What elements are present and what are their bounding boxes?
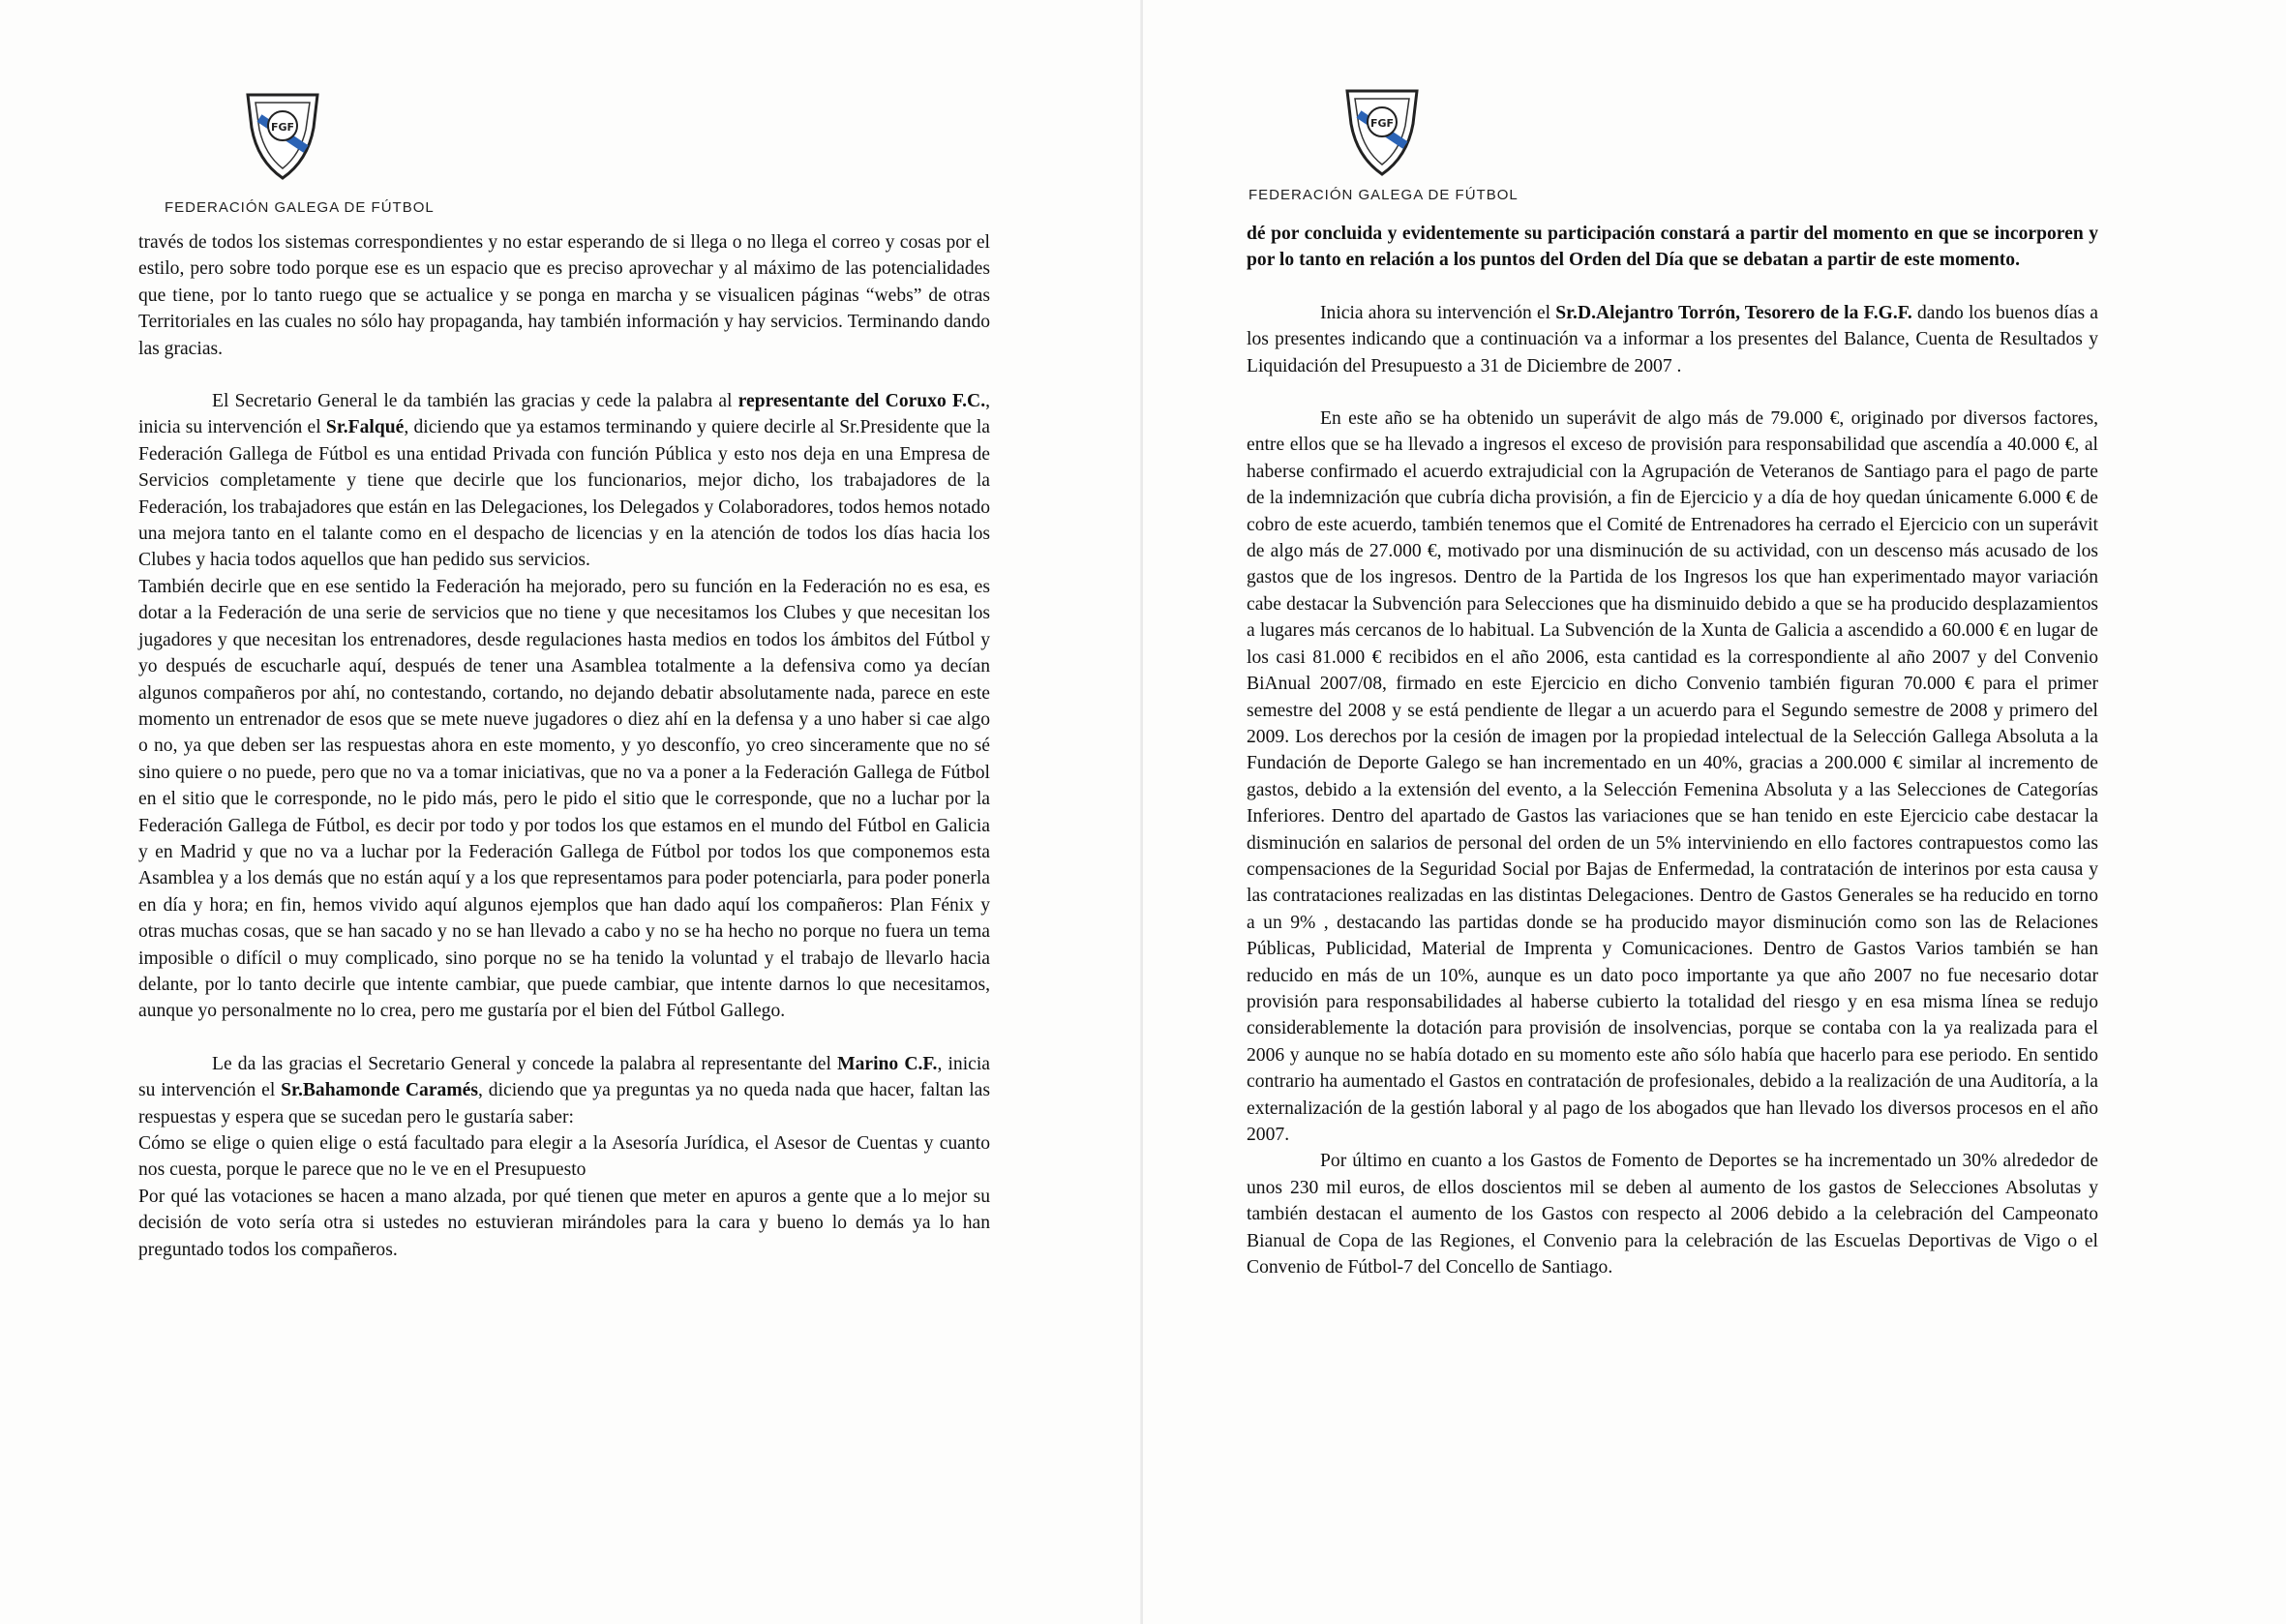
paragraph: través de todos los sistemas correspondientes y no estar esperando de si llega o no llega el correo y cosas por el estilo, pero sobre todo porque ese es un espacio que es preciso aprovechar y al máximo de las potencialidades que tiene, por lo tanto ruego que se actualice y se ponga en marcha y se visualicen páginas “webs” de otras Territoriales en las cuales no sólo hay propaganda, hay también información y hay servicios. Terminando dando las gracias. xyxy=(138,232,990,359)
fgf-crest-logo xyxy=(244,89,321,182)
paragraph: dé por concluida y evidentemente su participación constará a partir del momento en que se incorporen y por lo tanto en relación a los puntos del Orden del Día que se debatan a partir de este momento. xyxy=(1247,224,2098,271)
paragraph: Por qué las votaciones se hacen a mano alzada, por qué tienen que meter en apuros a gente que a lo mejor su decisión de voto sería otra si ustedes no estuvieran mirándoles para la cara y bueno lo demás ya lo han preguntado todos los compañeros. xyxy=(138,1186,990,1260)
federation-name: FEDERACIÓN GALEGA DE FÚTBOL xyxy=(165,199,435,216)
paragraph: Cómo se elige o quien elige o está facultado para elegir a la Asesoría Jurídica, el Asesor de Cuentas y cuanto nos cuesta, porque le parece que no le ve en el Presupuesto xyxy=(138,1133,990,1181)
paragraph: Por último en cuanto a los Gastos de Fomento de Deportes se ha incrementado un 30% alrededor de unos 230 mil euros, de ellos doscientos mil se deben al aumento de los gastos de Selecciones Absolutas y también destacan el aumento de los Gastos con respecto al 2006 debido a la celebración del Campeonato Bianual de Copa de las Regiones, el Convenio para la celebración de las Escuelas Deportivas de Vigo o el Convenio de Fútbol-7 del Concello de Santiago. xyxy=(1247,1151,2098,1278)
federation-name: FEDERACIÓN GALEGA DE FÚTBOL xyxy=(1248,187,1519,203)
left-page-body xyxy=(138,229,990,1263)
paragraph: El Secretario General le da también las gracias y cede la palabra al representante del Coruxo F.C., inicia su intervención el Sr.Falqué, diciendo que ya estamos terminando y quiere decirle al Sr.Presidente que la Federación Gallega de Fútbol es una entidad Privada con función Pública y esto nos deja en una Empresa de Servicios completamente y tiene que decirle que los funcionarios, mejor dicho, los trabajadores de la Federación, los trabajadores que están en las Delegaciones, los Delegados y Colaboradores, todos hemos notado una mejora tanto en el talante como en el despacho de licencias y en la atención de todos los días hacia los Clubes y hacia todos aquellos que han pedido sus servicios. xyxy=(138,391,991,571)
paragraph: Inicia ahora su intervención el Sr.D.Alejantro Torrón, Tesorero de la F.G.F. dando los buenos días a los presentes indicando que a continuación va a informar a los presentes del Balance, Cuenta de Resultados y Liquidación del Presupuesto a 31 de Diciembre de 2007 . xyxy=(1247,302,2098,376)
paragraph: También decirle que en ese sentido la Federación ha mejorado, pero su función en la Federación no es esa, es dotar a la Federación de una serie de servicios que no tiene y que necesitamos los Clubes y que necesitan los jugadores y que necesitan los entrenadores, desde regulaciones hasta medios en todos los ámbitos del Fútbol y yo después de escucharle aquí, después de tener una Asamblea totalmente a la defensiva como ya decían algunos compañeros por ahí, no contestando, cortando, no dejando debatir absolutamente nada, parece en este momento un entrenador de esos que se mete nueve jugadores o diez ahí en la defensa y a uno haber si cae algo o no, ya que deben ser las respuestas ahora en este momento, y yo desconfío, yo creo sinceramente que no sé sino quiere o no puede, pero que no va a tomar iniciativas, que no va a poner a la Federación Gallega de Fútbol en el sitio que le corresponde, no le pido más, pero le pido el sitio que le corresponde, que no a luchar por la Federación Gallega de Fútbol, es decir por todo y por todos los que estamos en el mundo del Fútbol en Galicia y en Madrid y que no va a luchar por la Federación Gallega de Fútbol por todos los que componemos esta Asamblea y a los demás que no están aquí y a los que representamos para poder potenciarla, para poder ponerla en día y hora; en fin, hemos vivido aquí algunos ejemplos que han dado aquí los compañeros: Plan Fénix y otras muchas cosas, que se han sacado y no se han llevado a cabo y no se ha hecho no porque no fuera un tema imposible o difícil o muy complicado, sino porque no se ha tenido la voluntad y el trabajo de llevarlo hacia delante, por lo tanto decirle que intente cambiar, que puede cambiar, que intente darnos lo que necesitamos, aunque yo personalmente no lo crea, pero me gustaría por el bien del Fútbol Gallego. xyxy=(138,576,990,1022)
svg-text:FGF: FGF xyxy=(270,121,295,134)
right-page-body xyxy=(1247,221,2098,1280)
paragraph: Le da las gracias el Secretario General y concede la palabra al representante del Marino C.F., inicia su intervención el Sr.Bahamonde Caramés, diciendo que ya preguntas ya no queda nada que hacer, faltan las respuestas y espera que se sucedan pero le gustaría saber: xyxy=(138,1053,991,1128)
svg-text:FGF: FGF xyxy=(1369,117,1395,130)
paragraph: En este año se ha obtenido un superávit de algo más de 79.000 €, originado por diversos factores, entre ellos que se ha llevado a ingresos el exceso de provisión para responsabilidad que ascendía a 40.000 €, al haberse confirmado el acuerdo extrajudicial con la Agrupación de Veteranos de Santiago para el pago de parte de la indemnización que cubría dicha provisión, a fin de Ejercicio y a día de hoy quedan únicamente 6.000 € de cobro de este acuerdo, también tenemos que el Comité de Entrenadores ha cerrado el Ejercicio con un superávit de algo más de 27.000 €, motivado por una disminución de su actividad, con un descenso más acusado de los gastos que de los ingresos. Dentro de la Partida de los Ingresos los que han experimentado mayor variación cabe destacar la Subvención para Selecciones que ha disminuido debido a que se ha producido desplazamientos a lugares más cercanos de lo habitual. La Subvención de la Xunta de Galicia a ascendido a 60.000 € en lugar de los casi 81.000 € recibidos en el año 2006, esta cantidad es la correspondiente al año 2007 y del Convenio BiAnual 2007/08, firmado en este Ejercicio en dicho Convenio también figuran 70.000 € para el primer semestre del 2008 y se está pendiente de llegar a un acuerdo para el Segundo semestre de 2008 y primero del 2009. Los derechos por la cesión de imagen por la propiedad intelectual de la Selección Gallega Absoluta a la Fundación de Deporte Galego se han incrementado en un 40%, gracias a 200.000 € similar al incremento de gastos, debido a la extensión del evento, a la Selección Femenina Absoluta y a las Selecciones de Categorías Inferiores. Dentro del apartado de Gastos las variaciones que se han tenido en este Ejercicio cabe destacar la disminución en salarios de personal del orden de un 5% interviniendo en ello factores contrapuestos como las compensaciones de la Seguridad Social por Bajas de Enfermedad, la contratación de interinos por esta causa y las contrataciones realizadas en las distintas Delegaciones. Dentro de Gastos Generales se ha reducido en torno a un 9% , destacando las partidas donde se ha producido mayor disminución como son las de Relaciones Públicas, Publicidad, Material de Imprenta y Comunicaciones. Dentro de Gastos Varios también se han reducido en más de un 10%, aunque es un dato poco importante ya que año 2007 no fue necesario dotar provisión para responsabilidades al haberse cubierto la totalidad del riesgo y en esa misma línea se redujo considerablemente la dotación para provisión de insolvencias, porque se contaba con la ya realizada para el 2006 y aunque no se había dotado en su momento este año sólo había que hacerlo para ese periodo. En sentido contrario ha aumentado el Gastos en contratación de profesionales, debido a la realización de una Auditoría, a la externalización de la gestión laboral y al pago de los abogados que han llevado los diversos procesos en el año 2007. xyxy=(1247,408,2098,1145)
fgf-crest-logo xyxy=(1343,85,1421,178)
